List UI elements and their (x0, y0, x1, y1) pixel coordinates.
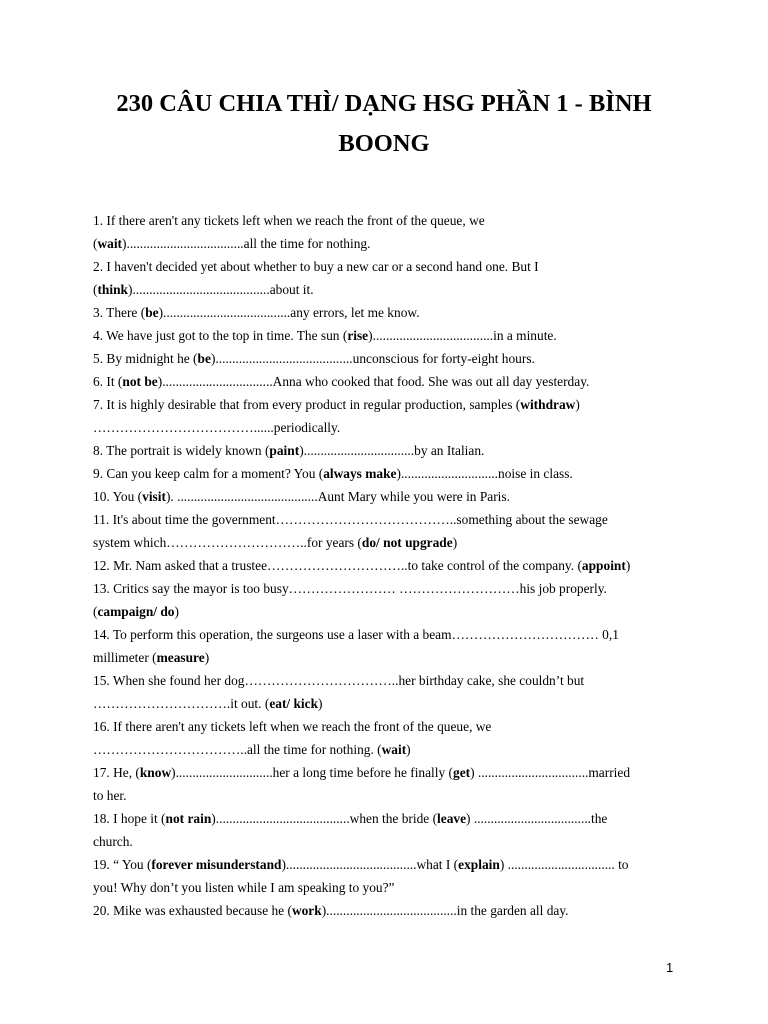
question-item (93, 393, 675, 439)
question-item (93, 853, 675, 899)
question-text: ).........................................about it. (128, 282, 314, 297)
question-text: 17. He, ( (93, 765, 140, 780)
question-list (93, 209, 675, 922)
question-line (93, 577, 675, 600)
verb-prompt: eat/ kick (269, 696, 319, 711)
question-text: 11. It's about time the government…………………………………..something about the sewage (93, 512, 608, 527)
verb-prompt: explain (458, 857, 500, 872)
question-text: ).............................her a long time before he finally ( (171, 765, 453, 780)
question-item (93, 301, 675, 324)
question-line (93, 255, 675, 278)
question-text: ).......................................in the garden all day. (321, 903, 569, 918)
question-line (93, 692, 675, 715)
question-item (93, 807, 675, 853)
question-line (93, 370, 675, 393)
verb-prompt: leave (437, 811, 467, 826)
question-item (93, 347, 675, 370)
question-line (93, 531, 675, 554)
question-line (93, 807, 675, 830)
question-item (93, 669, 675, 715)
question-line (93, 462, 675, 485)
question-line (93, 393, 675, 416)
question-item (93, 462, 675, 485)
question-text: )....................................in a minute. (368, 328, 557, 343)
question-text: ( (93, 236, 98, 251)
question-text: 3. There ( (93, 305, 146, 320)
question-text: ) ...................................the (466, 811, 608, 826)
question-line (93, 738, 675, 761)
question-line (93, 485, 675, 508)
question-line (93, 600, 675, 623)
question-text: 19. “ You ( (93, 857, 152, 872)
question-line (93, 209, 675, 232)
question-text: ( (93, 282, 98, 297)
question-item (93, 623, 675, 669)
question-line (93, 439, 675, 462)
question-item (93, 370, 675, 393)
question-text: )........................................when the bride ( (211, 811, 438, 826)
question-text: ).........................................unconscious for forty-eight hours. (210, 351, 535, 366)
verb-prompt: visit (142, 489, 166, 504)
question-text: ………………………….it out. ( (93, 696, 270, 711)
verb-prompt: wait (97, 236, 123, 251)
question-item (93, 324, 675, 347)
verb-prompt: withdraw (520, 397, 576, 412)
question-text: ) .................................married (470, 765, 631, 780)
question-text: ………………………………......periodically. (93, 420, 341, 435)
question-text: ).................................by an Italian. (299, 443, 485, 458)
question-line (93, 324, 675, 347)
question-text: 1. If there aren't any tickets left when we reach the front of the queue, we (93, 213, 485, 228)
question-text: 16. If there aren't any tickets left when we reach the front of the queue, we (93, 719, 492, 734)
verb-prompt: know (139, 765, 172, 780)
question-text: to her. (93, 788, 127, 803)
question-text: 9. Can you keep calm for a moment? You ( (93, 466, 324, 481)
question-line (93, 784, 675, 807)
verb-prompt: wait (381, 742, 407, 757)
page-title: 230 CÂU CHIA THÌ/ DẠNG HSG PHẦN 1 - BÌNH BOONG (116, 90, 652, 157)
question-line (93, 347, 675, 370)
question-text: ) (204, 650, 210, 665)
question-text: 13. Critics say the mayor is too busy…………………… ………………………his job properly. (93, 581, 607, 596)
verb-prompt: campaign/ do (97, 604, 175, 619)
question-text: 8. The portrait is widely known ( (93, 443, 270, 458)
page-number: 1 (666, 960, 674, 975)
question-text: you! Why don’t you listen while I am speaking to you?” (93, 880, 395, 895)
question-text: 20. Mike was exhausted because he ( (93, 903, 292, 918)
question-text: millimeter ( (93, 650, 157, 665)
question-text: 2. I haven't decided yet about whether to buy a new car or a second hand one. But I (93, 259, 539, 274)
question-text: ( (93, 604, 98, 619)
question-item (93, 255, 675, 301)
question-text: ) (452, 535, 458, 550)
question-text: ) (625, 558, 631, 573)
question-text: church. (93, 834, 133, 849)
verb-prompt: appoint (581, 558, 626, 573)
verb-prompt: not rain (165, 811, 212, 826)
verb-prompt: always make (323, 466, 397, 481)
question-text: 18. I hope it ( (93, 811, 166, 826)
question-text: ). ..........................................Aunt Mary while you were in Paris. (165, 489, 510, 504)
verb-prompt: be (197, 351, 211, 366)
verb-prompt: work (291, 903, 322, 918)
question-text: )...................................all the time for nothing. (122, 236, 371, 251)
question-item (93, 209, 675, 255)
question-item (93, 554, 675, 577)
question-line (93, 508, 675, 531)
question-line (93, 416, 675, 439)
question-item (93, 715, 675, 761)
question-text: 4. We have just got to the top in time. The sun ( (93, 328, 348, 343)
question-line (93, 669, 675, 692)
question-text: system which…………………………..for years ( (93, 535, 362, 550)
question-text: 15. When she found her dog……………………………..her birthday cake, she couldn’t but (93, 673, 585, 688)
question-line (93, 761, 675, 784)
question-line (93, 623, 675, 646)
question-text: ).......................................what I ( (281, 857, 459, 872)
question-item (93, 761, 675, 807)
question-text: ) (406, 742, 411, 757)
verb-prompt: not be (122, 374, 158, 389)
question-line (93, 876, 675, 899)
question-line (93, 830, 675, 853)
question-text: 7. It is highly desirable that from every product in regular production, samples ( (93, 397, 521, 412)
question-text: ).................................Anna who cooked that food. She was out all day yesterday. (157, 374, 590, 389)
question-line (93, 554, 675, 577)
question-text: ) (174, 604, 179, 619)
question-item (93, 899, 675, 922)
question-item (93, 508, 675, 554)
question-text: ) (575, 397, 580, 412)
question-line (93, 301, 675, 324)
question-item (93, 485, 675, 508)
verb-prompt: get (453, 765, 471, 780)
question-text: ……………………………..all the time for nothing. ( (93, 742, 382, 757)
question-text: )......................................any errors, let me know. (158, 305, 420, 320)
question-line (93, 715, 675, 738)
question-line (93, 853, 675, 876)
verb-prompt: think (97, 282, 128, 297)
question-text: 10. You ( (93, 489, 143, 504)
question-text: ) ................................ to (499, 857, 629, 872)
question-line (93, 646, 675, 669)
question-item (93, 577, 675, 623)
question-text: 14. To perform this operation, the surgeons use a laser with a beam…………………………… 0,1 (93, 627, 619, 642)
verb-prompt: do/ not upgrade (361, 535, 453, 550)
question-text: 6. It ( (93, 374, 123, 389)
question-text: ).............................noise in class. (396, 466, 573, 481)
verb-prompt: be (145, 305, 159, 320)
question-line (93, 278, 675, 301)
verb-prompt: rise (347, 328, 369, 343)
question-text: 5. By midnight he ( (93, 351, 198, 366)
verb-prompt: paint (269, 443, 300, 458)
verb-prompt: measure (156, 650, 205, 665)
question-text: 12. Mr. Nam asked that a trustee…………………………..to take control of the company. ( (93, 558, 582, 573)
question-line (93, 899, 675, 922)
question-item (93, 439, 675, 462)
question-line (93, 232, 675, 255)
question-text: ) (318, 696, 323, 711)
verb-prompt: forever misunderstand (151, 857, 282, 872)
